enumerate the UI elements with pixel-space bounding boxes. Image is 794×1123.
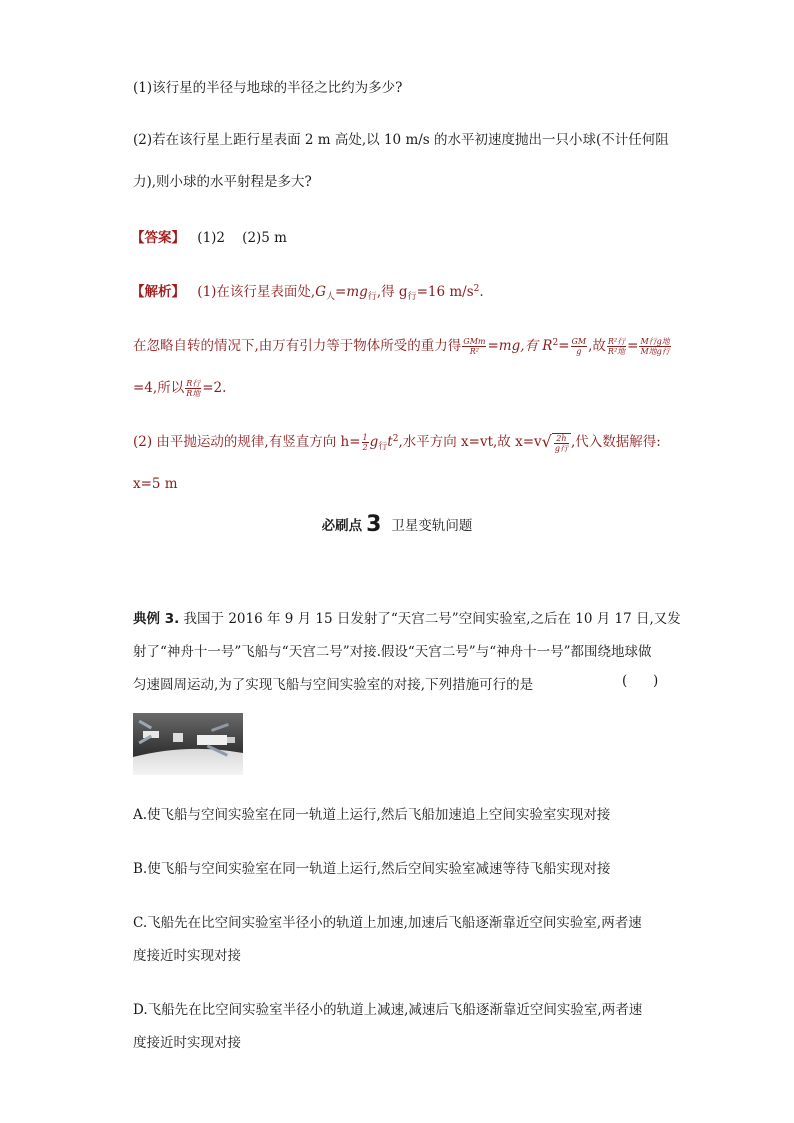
fraction-denominator: 2 <box>362 443 368 452</box>
option-a: A.使飞船与空间实验室在同一轨道上运行,然后飞船加速追上空间实验室实现对接 <box>133 807 611 823</box>
answer <box>131 226 287 246</box>
fraction-numerator: GM <box>571 337 587 346</box>
fraction-numerator: R行 <box>186 379 201 388</box>
option-b: B.使飞船与空间实验室在同一轨道上运行,然后空间实验室减速等待飞船实现对接 <box>133 861 611 877</box>
analysis-line-1 <box>131 280 484 302</box>
example-line-3: 匀速圆周运动,为了实现飞船与空间实验室的对接,下列措施可行的是 <box>133 677 534 693</box>
math-symbol: t <box>387 434 393 450</box>
analysis-line-4 <box>133 430 661 453</box>
fraction-denominator: M地g行 <box>640 347 670 356</box>
fraction-2h-over-g <box>554 434 569 453</box>
answer-bracket: ( ) <box>622 673 659 689</box>
math-expression: =mg <box>335 284 368 300</box>
subscript: 人 <box>326 292 336 302</box>
option-c-line-2: 度接近时实现对接 <box>133 948 241 964</box>
option-c-line-1: C.飞船先在比空间实验室半径小的轨道上加速,加速后飞船逐渐靠近空间实验室,两者速 <box>133 915 642 931</box>
fraction-numerator: 1 <box>362 433 368 442</box>
superscript: 2 <box>473 284 480 294</box>
analysis-label: 【解析】 <box>131 284 185 300</box>
fraction-denominator: R²地 <box>607 347 626 356</box>
analysis-line-3 <box>133 376 226 398</box>
fraction-numerator: M行g地 <box>640 337 670 346</box>
section-number: 3 <box>366 512 382 537</box>
section-heading <box>0 512 794 537</box>
answer-text: (1)2 (2)5 m <box>197 230 287 246</box>
superscript: 2 <box>552 338 559 348</box>
fraction-gmm-over-r2 <box>462 337 486 356</box>
analysis-text: (1)在该行星表面处, <box>197 284 316 300</box>
analysis-line-5: x=5 m <box>133 476 178 492</box>
section-title: 卫星变轨问题 <box>391 518 473 534</box>
fraction-radius-ratio <box>185 379 201 398</box>
example-label: 典例 3. <box>133 611 180 627</box>
example-line-2: 射了“神舟十一号”飞船与“天宫二号”对接.假设“天宫二号”与“神舟十一号”都围绕地球做 <box>133 644 652 660</box>
analysis-text: 在忽略自转的情况下,由万有引力等于物体所受的重力得 <box>133 338 462 354</box>
fraction-numerator: 2h <box>554 434 569 444</box>
fraction-one-half <box>362 433 369 452</box>
fraction-numerator: R²行 <box>607 337 626 346</box>
question-1: (1)该行星的半径与地球的半径之比约为多少? <box>133 80 403 96</box>
subscript: 行 <box>378 442 388 452</box>
example-text: 我国于 2016 年 9 月 15 日发射了“天宫二号”空间实验室,之后在 10 月 17 日,又发 <box>179 611 681 627</box>
analysis-text: . <box>479 284 484 300</box>
question-2-line-1: (2)若在该行星上距行星表面 2 m 高处,以 10 m/s 的水平初速度抛出一只小球(不计任何阻 <box>133 132 669 148</box>
analysis-text: =4,所以 <box>133 380 185 396</box>
fraction-radius-ratio-squared <box>607 337 626 356</box>
analysis-text: ,水平方向 x=vt,故 x=v <box>398 434 542 450</box>
math-symbol: g <box>369 434 379 450</box>
math-expression: = <box>627 338 639 354</box>
spacecraft-docking-photo <box>133 713 243 775</box>
fraction-gm-over-g <box>571 337 588 356</box>
analysis-text: =2. <box>202 380 227 396</box>
fraction-numerator: GMm <box>463 337 486 346</box>
analysis-text: ,得 g <box>376 284 408 300</box>
analysis-text: ,故 <box>588 338 606 354</box>
math-expression: =16 m/s <box>416 284 474 300</box>
fraction-denominator: R地 <box>186 389 201 398</box>
section-tag: 必刷点 <box>321 518 363 534</box>
fraction-denominator: R² <box>469 347 479 356</box>
analysis-text: (2) 由平抛运动的规律,有竖直方向 h= <box>133 434 361 450</box>
subscript: 行 <box>367 292 377 302</box>
example-line-1 <box>133 607 681 627</box>
analysis-text: ,代入数据解得: <box>570 434 661 450</box>
square-root: √ $\frac{2h}{\text{g行}}$ <box>542 432 571 453</box>
math-expression: =mg,有 R <box>487 338 553 354</box>
fraction-denominator: g <box>576 347 582 356</box>
question-2-line-2: 力),则小球的水平射程是多大? <box>133 174 312 190</box>
option-d-line-1: D.飞船先在比空间实验室半径小的轨道上减速,减速后飞船逐渐靠近空间实验室,两者速 <box>133 1002 643 1018</box>
answer-label: 【答案】 <box>131 230 185 246</box>
superscript: 2 <box>392 434 399 444</box>
math-symbol: G <box>315 284 327 300</box>
fraction-mass-gravity-ratio <box>639 337 670 356</box>
math-expression: = <box>558 338 570 354</box>
analysis-line-2 <box>133 334 672 356</box>
option-d-line-2: 度接近时实现对接 <box>133 1035 241 1051</box>
subscript: 行 <box>407 292 417 302</box>
fraction-denominator: g行 <box>554 444 568 453</box>
